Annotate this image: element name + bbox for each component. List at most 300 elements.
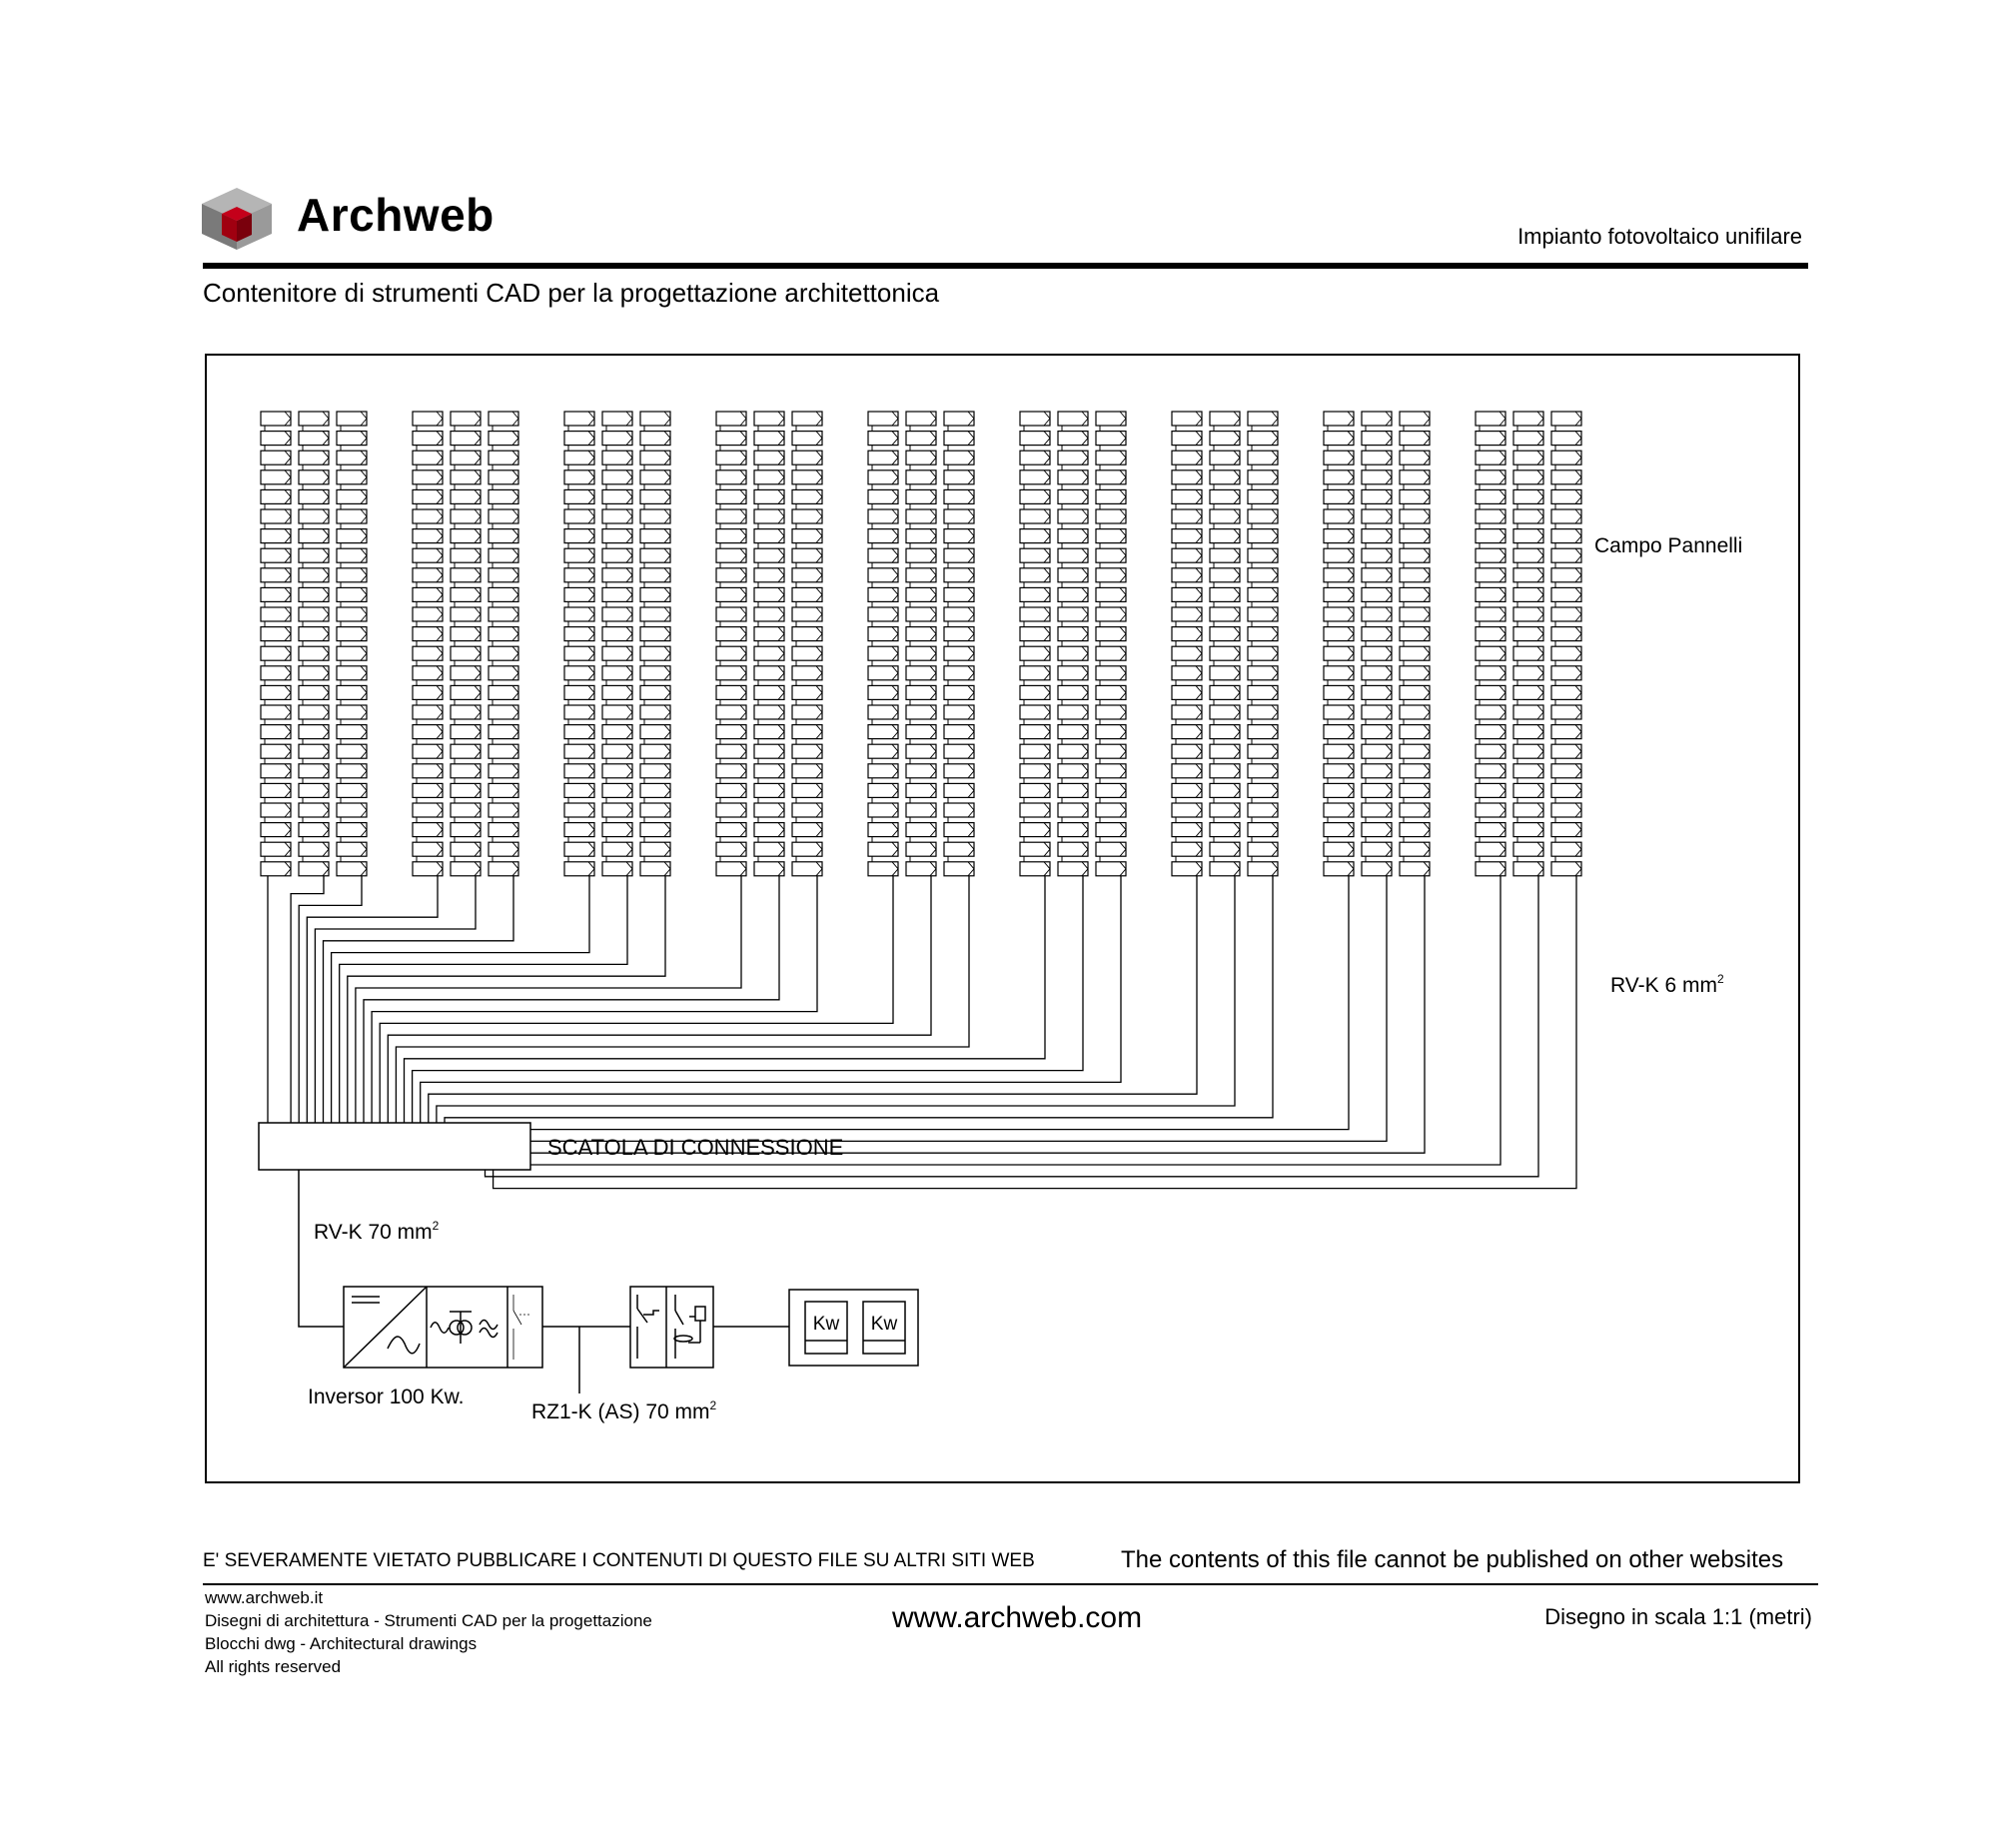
pv-panel [1058, 803, 1088, 823]
pv-panel [1362, 412, 1392, 432]
pv-panel [1513, 568, 1543, 588]
pv-panel [1096, 685, 1126, 705]
pv-panel [451, 509, 481, 529]
pv-panel [640, 783, 670, 803]
pv-panel [792, 607, 822, 627]
pv-panel [716, 705, 746, 725]
pv-panel [602, 862, 632, 876]
pv-panel [1096, 568, 1126, 588]
pv-panel [906, 470, 936, 490]
pv-panel [716, 607, 746, 627]
pv-panel [1551, 783, 1581, 803]
pv-panel [451, 666, 481, 686]
pv-panel [1400, 607, 1430, 627]
pv-panel [299, 489, 329, 509]
pv-panel [754, 705, 784, 725]
pv-panel [868, 842, 898, 862]
pv-panel [602, 568, 632, 588]
string-cable [477, 876, 1500, 1165]
pv-panel [1020, 607, 1050, 627]
pv-panel [1172, 489, 1202, 509]
pv-panel [944, 823, 974, 843]
pv-panel [1551, 587, 1581, 607]
pv-panel [1172, 627, 1202, 647]
pv-panel [1324, 803, 1354, 823]
pv-panel [261, 705, 291, 725]
pv-panel [716, 529, 746, 549]
pv-panel [1020, 803, 1050, 823]
footer-line: Disegni di architettura - Strumenti CAD per la progettazione [205, 1611, 652, 1630]
pv-panel [1210, 803, 1240, 823]
pv-panel [261, 509, 291, 529]
pv-panel [1476, 548, 1505, 568]
pv-panel [1513, 548, 1543, 568]
pv-panel [1058, 823, 1088, 843]
pv-panel [261, 587, 291, 607]
pv-panel [1513, 509, 1543, 529]
pv-panel [451, 744, 481, 764]
pv-panel [1020, 705, 1050, 725]
panel-field [261, 412, 1581, 876]
pv-panel [716, 412, 746, 432]
pv-panel [868, 646, 898, 666]
panel-string [1476, 412, 1505, 876]
pv-panel [1020, 627, 1050, 647]
pv-panel [754, 412, 784, 432]
panel-string [716, 412, 746, 876]
pv-panel [1210, 607, 1240, 627]
pv-panel [1513, 666, 1543, 686]
pv-panel [1362, 783, 1392, 803]
pv-panel [754, 451, 784, 470]
pv-panel [944, 744, 974, 764]
pv-panel [1400, 842, 1430, 862]
pv-panel [564, 744, 594, 764]
pv-panel [1551, 685, 1581, 705]
pv-panel [1020, 783, 1050, 803]
string-cable [364, 876, 779, 1123]
pv-panel [1020, 744, 1050, 764]
pv-panel [299, 451, 329, 470]
pv-panel [1172, 451, 1202, 470]
pv-panel [1476, 470, 1505, 490]
pv-panel [261, 412, 291, 432]
pv-panel [1248, 568, 1278, 588]
pv-panel [261, 548, 291, 568]
pv-panel [906, 489, 936, 509]
pv-panel [564, 627, 594, 647]
pv-panel [1210, 744, 1240, 764]
pv-panel [868, 412, 898, 432]
pv-panel [716, 432, 746, 452]
pv-panel [489, 451, 518, 470]
pv-panel [1400, 685, 1430, 705]
pv-panel [451, 607, 481, 627]
pv-panel [1248, 548, 1278, 568]
pv-panel [1248, 666, 1278, 686]
pv-panel [754, 646, 784, 666]
pv-panel [754, 842, 784, 862]
pv-panel [1324, 432, 1354, 452]
pv-panel [1096, 470, 1126, 490]
pv-panel [1058, 529, 1088, 549]
pv-panel [1210, 862, 1240, 876]
pv-panel [1248, 783, 1278, 803]
pv-panel [1096, 803, 1126, 823]
sheet-title: Impianto fotovoltaico unifilare [1517, 224, 1802, 249]
pv-panel [299, 705, 329, 725]
pv-panel [1513, 823, 1543, 843]
panel-string [1096, 412, 1126, 876]
pv-panel [1210, 646, 1240, 666]
pv-panel [1400, 783, 1430, 803]
pv-panel [489, 489, 518, 509]
pv-panel [1362, 627, 1392, 647]
tagline: Contenitore di strumenti CAD per la progettazione architettonica [203, 278, 940, 308]
pv-panel [1096, 548, 1126, 568]
pv-panel [1400, 489, 1430, 509]
pv-panel [451, 627, 481, 647]
pv-panel [1058, 685, 1088, 705]
pv-panel [1210, 529, 1240, 549]
pv-panel [1020, 412, 1050, 432]
pv-panel [1324, 627, 1354, 647]
pv-panel [1058, 627, 1088, 647]
pv-panel [299, 744, 329, 764]
pv-panel [489, 548, 518, 568]
pv-panel [337, 803, 367, 823]
string-cable [461, 876, 1387, 1142]
pv-panel [1400, 725, 1430, 745]
pv-panel [564, 685, 594, 705]
pv-panel [1476, 412, 1505, 432]
string-cable [486, 876, 1539, 1177]
pv-panel [716, 842, 746, 862]
pv-panel [868, 823, 898, 843]
pv-panel [792, 568, 822, 588]
pv-panel [1476, 685, 1505, 705]
pv-panel [1058, 607, 1088, 627]
pv-panel [564, 451, 594, 470]
pv-panel [792, 823, 822, 843]
pv-panel [1248, 823, 1278, 843]
pv-panel [754, 470, 784, 490]
pv-panel [1400, 470, 1430, 490]
pv-panel [299, 568, 329, 588]
pv-panel [337, 823, 367, 843]
pv-panel [944, 627, 974, 647]
pv-panel [299, 685, 329, 705]
pv-panel [640, 627, 670, 647]
scale-note: Disegno in scala 1:1 (metri) [1544, 1604, 1812, 1629]
pv-panel [1172, 587, 1202, 607]
pv-panel [1476, 725, 1505, 745]
pv-panel [602, 725, 632, 745]
pv-panel [299, 607, 329, 627]
pv-panel [868, 529, 898, 549]
footer-line: www.archweb.it [205, 1588, 324, 1607]
pv-panel [1020, 823, 1050, 843]
pv-panel [564, 432, 594, 452]
pv-panel [1058, 725, 1088, 745]
pv-panel [1476, 783, 1505, 803]
pv-panel [1172, 783, 1202, 803]
pv-panel [337, 627, 367, 647]
pv-panel [1513, 725, 1543, 745]
pv-panel [1172, 432, 1202, 452]
pv-panel [1096, 607, 1126, 627]
pv-panel [868, 548, 898, 568]
pv-panel [451, 451, 481, 470]
pv-panel [716, 470, 746, 490]
pv-panel [1513, 744, 1543, 764]
pv-panel [868, 568, 898, 588]
pv-panel [602, 470, 632, 490]
pv-panel [337, 432, 367, 452]
pv-panel [1362, 646, 1392, 666]
pv-panel [299, 666, 329, 686]
pv-panel [1096, 666, 1126, 686]
pv-panel [1400, 744, 1430, 764]
pv-panel [792, 764, 822, 784]
pv-panel [1476, 646, 1505, 666]
pv-panel [261, 470, 291, 490]
pv-panel [413, 725, 443, 745]
pv-panel [754, 783, 784, 803]
pv-panel [754, 568, 784, 588]
pv-panel [1210, 666, 1240, 686]
panel-string [1513, 412, 1543, 876]
pv-panel [716, 627, 746, 647]
pv-panel [906, 862, 936, 876]
panel-string [1400, 412, 1430, 876]
pv-panel [1362, 862, 1392, 876]
pv-panel [451, 764, 481, 784]
pv-panel [1210, 548, 1240, 568]
pv-panel [640, 412, 670, 432]
pv-panel [1324, 862, 1354, 876]
pv-panel [602, 764, 632, 784]
pv-panel [451, 705, 481, 725]
panel-string [602, 412, 632, 876]
pv-panel [299, 803, 329, 823]
pv-panel [337, 646, 367, 666]
pv-panel [1513, 432, 1543, 452]
pv-panel [1172, 509, 1202, 529]
panel-string [564, 412, 594, 876]
pv-panel [868, 587, 898, 607]
pv-panel [868, 783, 898, 803]
pv-panel [489, 607, 518, 627]
pv-panel [1210, 489, 1240, 509]
pv-panel [1362, 587, 1392, 607]
pv-panel [489, 685, 518, 705]
pv-panel [261, 862, 291, 876]
pv-panel [1513, 529, 1543, 549]
pv-panel [1476, 607, 1505, 627]
pv-panel [602, 823, 632, 843]
pv-panel [1248, 529, 1278, 549]
pv-panel [299, 548, 329, 568]
pv-panel [261, 451, 291, 470]
pv-panel [1058, 489, 1088, 509]
pv-panel [1058, 705, 1088, 725]
pv-panel [489, 432, 518, 452]
pv-panel [413, 548, 443, 568]
pv-panel [944, 646, 974, 666]
pv-panel [261, 568, 291, 588]
pv-panel [1324, 823, 1354, 843]
pv-panel [1476, 587, 1505, 607]
pv-panel [451, 587, 481, 607]
pv-panel [1362, 803, 1392, 823]
pv-panel [337, 764, 367, 784]
pv-panel [1324, 451, 1354, 470]
pv-panel [451, 823, 481, 843]
pv-panel [1172, 548, 1202, 568]
pv-panel [1172, 412, 1202, 432]
pv-panel [640, 725, 670, 745]
pv-panel [1096, 587, 1126, 607]
pv-panel [1362, 509, 1392, 529]
pv-panel [754, 489, 784, 509]
pv-panel [1020, 862, 1050, 876]
pv-panel [716, 744, 746, 764]
pv-panel [1400, 823, 1430, 843]
pv-panel [299, 470, 329, 490]
pv-panel [1210, 587, 1240, 607]
pv-panel [261, 627, 291, 647]
pv-panel [451, 548, 481, 568]
pv-panel [564, 725, 594, 745]
pv-panel [1058, 764, 1088, 784]
pv-panel [792, 666, 822, 686]
pv-panel [716, 803, 746, 823]
pv-panel [1476, 568, 1505, 588]
pv-panel [299, 412, 329, 432]
kw-meter-label: Kw [812, 1314, 840, 1335]
pv-panel [1362, 548, 1392, 568]
pv-panel [868, 489, 898, 509]
pv-panel [1096, 489, 1126, 509]
pv-panel [1020, 685, 1050, 705]
pv-panel [1096, 529, 1126, 549]
pv-panel [337, 705, 367, 725]
pv-panel [754, 666, 784, 686]
pv-panel [640, 587, 670, 607]
pv-panel [1362, 823, 1392, 843]
pv-panel [602, 529, 632, 549]
pv-panel [754, 823, 784, 843]
pv-panel [1400, 764, 1430, 784]
pv-panel [1476, 842, 1505, 862]
panel-string [1362, 412, 1392, 876]
pv-panel [868, 432, 898, 452]
pv-panel [792, 842, 822, 862]
pv-panel [564, 803, 594, 823]
pv-panel [299, 862, 329, 876]
pv-panel [906, 451, 936, 470]
pv-panel [1324, 412, 1354, 432]
pv-panel [944, 412, 974, 432]
pv-panel [1551, 627, 1581, 647]
string-cable [453, 876, 1349, 1130]
pv-panel [413, 862, 443, 876]
pv-panel [413, 607, 443, 627]
pv-panel [1362, 489, 1392, 509]
pv-panel [1210, 627, 1240, 647]
pv-panel [413, 685, 443, 705]
pv-panel [1248, 842, 1278, 862]
footer-line: All rights reserved [205, 1657, 342, 1676]
energy-meter-panel [789, 1290, 918, 1366]
pv-panel [1362, 705, 1392, 725]
panel-string [1248, 412, 1278, 876]
pv-panel [337, 685, 367, 705]
pv-panel [413, 470, 443, 490]
pv-panel [1248, 509, 1278, 529]
pv-panel [1476, 744, 1505, 764]
pv-panel [1400, 666, 1430, 686]
pv-panel [1172, 529, 1202, 549]
pv-panel [754, 587, 784, 607]
pv-panel [337, 509, 367, 529]
pv-panel [337, 842, 367, 862]
pv-panel [1513, 587, 1543, 607]
pv-panel [1324, 529, 1354, 549]
pv-panel [1210, 470, 1240, 490]
pv-panel [1172, 823, 1202, 843]
pv-panel [1551, 764, 1581, 784]
pv-panel [944, 705, 974, 725]
pv-panel [564, 705, 594, 725]
pv-panel [602, 666, 632, 686]
pv-panel [906, 529, 936, 549]
pv-panel [489, 412, 518, 432]
pv-panel [1210, 705, 1240, 725]
pv-panel [1172, 705, 1202, 725]
pv-panel [1172, 607, 1202, 627]
pv-panel [716, 725, 746, 745]
pv-panel [337, 862, 367, 876]
pv-panel [413, 823, 443, 843]
pv-panel [564, 862, 594, 876]
pv-panel [299, 646, 329, 666]
pv-panel [1400, 548, 1430, 568]
pv-panel [261, 432, 291, 452]
pv-panel [1058, 646, 1088, 666]
pv-panel [337, 725, 367, 745]
pv-panel [299, 764, 329, 784]
pv-panel [640, 764, 670, 784]
pv-panel [792, 548, 822, 568]
pv-panel [1248, 646, 1278, 666]
pv-panel [1172, 744, 1202, 764]
pv-panel [868, 705, 898, 725]
pv-panel [906, 509, 936, 529]
pv-panel [1020, 548, 1050, 568]
pv-panel [716, 685, 746, 705]
panel-string [299, 412, 329, 876]
pv-panel [451, 646, 481, 666]
pv-panel [944, 764, 974, 784]
pv-panel [640, 862, 670, 876]
pv-panel [1362, 725, 1392, 745]
pv-panel [1020, 666, 1050, 686]
pv-panel [1476, 803, 1505, 823]
pv-panel [564, 607, 594, 627]
pv-panel [640, 607, 670, 627]
